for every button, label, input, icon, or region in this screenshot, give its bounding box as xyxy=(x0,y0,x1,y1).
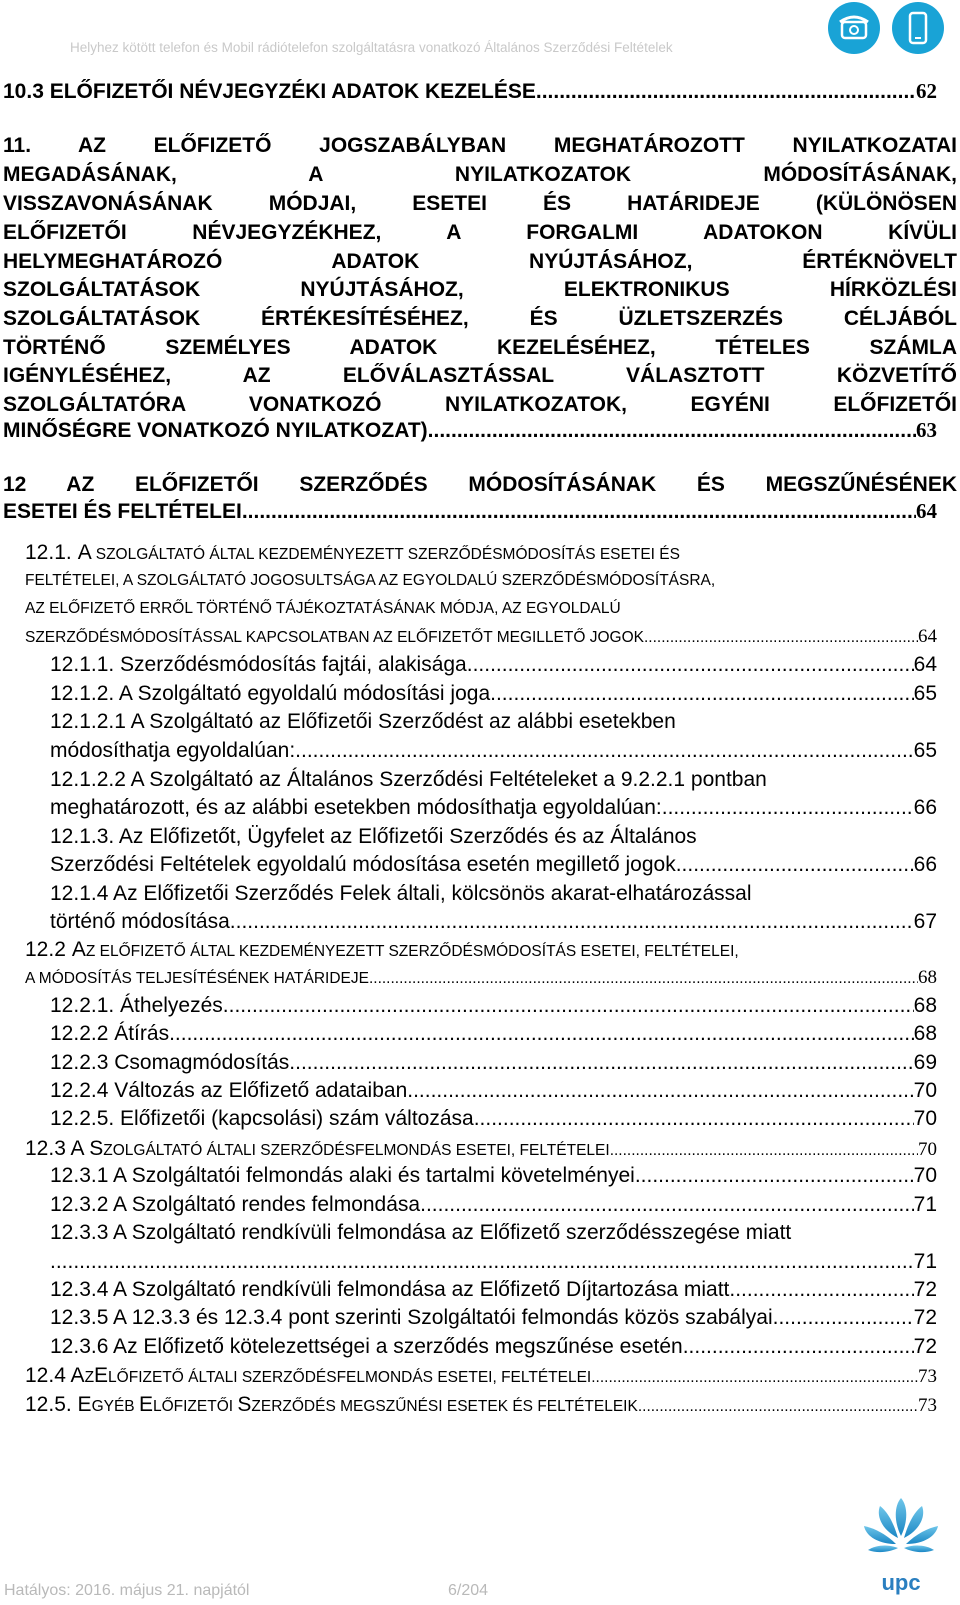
toc-entry-12-3-1[interactable] xyxy=(50,1164,937,1188)
toc-entry-line: 12 AZ ELŐFIZETŐI SZERZŐDÉS MÓDOSÍTÁSÁNAK ÉS MEGSZŰNÉSÉNEK xyxy=(3,473,957,496)
toc-entry-initial: A xyxy=(71,938,86,961)
toc-entry-12-4[interactable] xyxy=(25,1364,937,1388)
toc-entry-line: SZOLGÁLTATÁSOK NYÚJTÁSÁHOZ, ELEKTRONIKUS HÍRKÖZLÉSI xyxy=(3,278,957,301)
toc-page-number: 71 xyxy=(913,1250,937,1273)
toc-entry-line: MEGADÁSÁNAK, A NYILATKOZATOK MÓDOSÍTÁSÁNAK, xyxy=(3,163,957,186)
dot-leader xyxy=(662,796,914,820)
dot-leader xyxy=(467,653,914,677)
toc-entry-12-3[interactable] xyxy=(25,1137,937,1161)
toc-entry-line: 11. AZ ELŐFIZETŐ JOGSZABÁLYBAN MEGHATÁROZOTT NYILATKOZATAI xyxy=(3,134,957,157)
toc-entry-title: Szerződési Feltételek egyoldalú módosítása esetén megillető jogok xyxy=(50,853,676,876)
toc-entry-line: 12.1.2.1 A Szolgáltató az Előfizetői Szerződést az alábbi esetekben xyxy=(50,710,676,733)
dot-leader xyxy=(230,910,914,934)
dot-leader xyxy=(490,682,914,706)
toc-page-number: 73 xyxy=(918,1366,937,1387)
toc-page-number: 68 xyxy=(913,994,937,1017)
dot-leader xyxy=(536,80,916,104)
toc-page-number: 70 xyxy=(913,1164,937,1187)
toc-entry-line: VISSZAVONÁSÁNAK MÓDJAI, ESETEI ÉS HATÁRIDEJE (KÜLÖNÖSEN xyxy=(3,192,957,215)
toc-entry-initial: E xyxy=(77,1393,92,1416)
toc-entry-line: Z ELŐFIZETŐ ÁLTAL KEZDEMÉNYEZETT SZERZŐDÉSMÓDOSÍTÁS ESETEI, FELTÉTELEI, xyxy=(85,943,739,960)
upc-logo xyxy=(858,1492,944,1600)
dot-leader xyxy=(289,1051,913,1075)
toc-entry-number: 12.4 A xyxy=(25,1364,85,1387)
toc-page-number: 72 xyxy=(913,1278,937,1301)
toc-entry-12-2-1[interactable] xyxy=(50,994,937,1018)
toc-entry-12-1-1[interactable] xyxy=(50,653,937,677)
toc-entry-12-3-5[interactable] xyxy=(50,1306,937,1330)
toc-entry-line: IGÉNYLÉSÉHEZ, AZ ELŐVÁLASZTÁSSAL VÁLASZTOTT KÖZVETÍTŐ xyxy=(3,364,957,387)
toc-entry-title: 12.2.3 Csomagmódosítás xyxy=(50,1051,290,1074)
phone-icon xyxy=(828,2,880,54)
toc-entry-title-part: GYÉB xyxy=(91,1398,139,1415)
dot-leader xyxy=(729,1278,913,1302)
toc-entry-12-3-6[interactable] xyxy=(50,1335,937,1359)
dot-leader xyxy=(407,1079,913,1103)
toc-page-number: 70 xyxy=(913,1107,937,1130)
toc-page-number: 62 xyxy=(916,79,937,103)
toc-page-number: 70 xyxy=(913,1079,937,1102)
dot-leader xyxy=(223,994,914,1018)
toc-entry-number: 12.5. xyxy=(25,1393,78,1416)
toc-entry-line: FELTÉTELEI, A SZOLGÁLTATÓ JOGOSULTSÁGA AZ EGYOLDALÚ SZERZŐDÉSMÓDOSÍTÁSRA, xyxy=(25,572,716,589)
toc-entry-number: 12.1. xyxy=(25,541,72,564)
toc-entry-initial: S xyxy=(237,1393,252,1416)
toc-entry-12-1-2[interactable] xyxy=(50,682,937,706)
toc-entry-title: 12.2.1. Áthelyezés xyxy=(50,994,223,1017)
dot-leader xyxy=(428,419,916,443)
toc-page-number: 65 xyxy=(913,739,937,762)
toc-entry-title-part: LŐFIZETŐI xyxy=(152,1398,238,1415)
toc-page-number: 66 xyxy=(913,853,937,876)
toc-entry-number: 12.2 xyxy=(25,938,66,961)
toc-entry-title: 10.3 ELŐFIZETŐI NÉVJEGYZÉKI ADATOK KEZELÉSE xyxy=(3,80,536,103)
dot-leader xyxy=(638,1398,918,1416)
toc-page-number: 71 xyxy=(913,1193,937,1216)
toc-entry-title: LŐFIZETŐ ÁLTALI SZERZŐDÉSFELMONDÁS ESETEI, FELTÉTELEI xyxy=(108,1369,592,1386)
toc-page-number: 64 xyxy=(913,653,937,676)
toc-entry-number: 12.3 A S xyxy=(25,1137,104,1160)
toc-entry-initial: A xyxy=(77,541,92,564)
dot-leader xyxy=(683,1335,914,1359)
dot-leader xyxy=(591,1369,918,1387)
toc-entry-title: 12.2.5. Előfizetői (kapcsolási) szám változása xyxy=(50,1107,474,1130)
toc-entry-line: SZOLGÁLTATÁSOK ÉRTÉKESÍTÉSÉHEZ, ÉS ÜZLETSZERZÉS CÉLJÁBÓL xyxy=(3,307,957,330)
toc-entry-title: 12.3.4 A Szolgáltató rendkívüli felmondása az Előfizető Díjtartozása miatt xyxy=(50,1278,730,1301)
toc-page-number: 65 xyxy=(913,682,937,705)
toc-entry-title: 12.1.1. Szerződésmódosítás fajtái, alakisága xyxy=(50,653,467,676)
toc-entry-title: SZERZŐDÉSMÓDOSÍTÁSSAL KAPCSOLATBAN AZ ELŐFIZETŐT MEGILLETŐ JOGOK xyxy=(25,629,644,646)
toc-entry-title: történő módosítása xyxy=(50,910,230,933)
dot-leader xyxy=(474,1107,914,1131)
dot-leader xyxy=(644,629,918,647)
toc-entry-line: SZOLGÁLTATÓRA VONATKOZÓ NYILATKOZATOK, EGYÉNI ELŐFIZETŐI xyxy=(3,393,957,416)
toc-entry-12-2-2[interactable] xyxy=(50,1022,937,1046)
dot-leader xyxy=(635,1164,914,1188)
toc-entry-title: 12.3.5 A 12.3.3 és 12.3.4 pont szerinti Szolgáltatói felmondás közös szabályai xyxy=(50,1306,773,1329)
toc-page-number: 67 xyxy=(913,910,937,933)
toc-entry-12-3-4[interactable] xyxy=(50,1278,937,1302)
dot-leader xyxy=(676,853,914,877)
dot-leader xyxy=(610,1142,918,1160)
toc-entry-title: ZOLGÁLTATÓ ÁLTALI SZERZŐDÉSFELMONDÁS ESETEI, FELTÉTELEI xyxy=(103,1142,610,1159)
toc-entry-12-3-2[interactable] xyxy=(50,1193,937,1217)
toc-entry-title: módosíthatja egyoldalúan: xyxy=(50,739,296,762)
dot-leader xyxy=(169,1022,914,1046)
dot-leader xyxy=(773,1306,914,1330)
toc-entry-line: 12.1.4 Az Előfizetői Szerződés Felek általi, kölcsönös akarat-elhatározással xyxy=(50,882,752,905)
toc-entry-12-2-5[interactable] xyxy=(50,1107,937,1131)
effective-date: Hatályos: 2016. május 21. napjától xyxy=(4,1582,250,1599)
toc-page-number: 72 xyxy=(913,1335,937,1358)
toc-entry-line: 12.1.2.2 A Szolgáltató az Általános Szerződési Feltételeket a 9.2.2.1 pontban xyxy=(50,768,767,791)
toc-page-number: 63 xyxy=(916,418,937,442)
toc-entry-initial: E xyxy=(138,1393,153,1416)
mobile-icon xyxy=(892,2,944,54)
toc-entry-line: HELYMEGHATÁROZÓ ADATOK NYÚJTÁSÁHOZ, ÉRTÉKNÖVELT xyxy=(3,250,957,273)
toc-entry-line: AZ ELŐFIZETŐ ERRŐL TÖRTÉNŐ TÁJÉKOZTATÁSÁNAK MÓDJA, AZ EGYOLDALÚ xyxy=(25,600,621,617)
toc-entry-title: ESETEI ÉS FELTÉTELEI xyxy=(3,500,242,523)
toc-entry-line: 12.3.3 A Szolgáltató rendkívüli felmondása az Előfizető szerződésszegése miatt xyxy=(50,1221,792,1244)
toc-entry-line: SZOLGÁLTATÓ ÁLTAL KEZDEMÉNYEZETT SZERZŐDÉSMÓDOSÍTÁS ESETEI ÉS xyxy=(95,546,680,563)
toc-entry-12-2-4[interactable] xyxy=(50,1079,937,1103)
toc-entry-title: meghatározott, és az alábbi esetekben módosíthatja egyoldalúan: xyxy=(50,796,662,819)
toc-entry-title: 12.2.4 Változás az Előfizető adataiban xyxy=(50,1079,408,1102)
toc-page-number: 73 xyxy=(918,1395,937,1416)
toc-entry-12-5[interactable] xyxy=(25,1393,937,1417)
toc-page-number: 70 xyxy=(918,1139,937,1160)
dot-leader xyxy=(369,970,918,988)
toc-page-number: 68 xyxy=(913,1022,937,1045)
toc-page-number: 64 xyxy=(918,626,937,647)
toc-entry-title: 12.3.6 Az Előfizető kötelezettségei a szerződés megszűnése esetén xyxy=(50,1335,683,1358)
toc-page-number: 64 xyxy=(916,499,937,523)
dot-leader xyxy=(420,1193,914,1217)
toc-entry-initial: E xyxy=(94,1364,109,1387)
toc-page-number: 72 xyxy=(913,1306,937,1329)
toc-entry-title: ZERZŐDÉS MEGSZŰNÉSI ESETEK ÉS FELTÉTELEIK xyxy=(251,1398,638,1415)
toc-entry-12-2-3[interactable] xyxy=(50,1051,937,1075)
toc-entry-title: A MÓDOSÍTÁS TELJESÍTÉSÉNEK HATÁRIDEJE xyxy=(25,970,369,987)
toc-page-number: 68 xyxy=(918,967,937,988)
toc-entry-title: 12.2.2 Átírás xyxy=(50,1022,170,1045)
toc-entry-title: 12.1.2. A Szolgáltató egyoldalú módosítási joga xyxy=(50,682,491,705)
toc-entry-title: 12.3.2 A Szolgáltató rendes felmondása xyxy=(50,1193,421,1216)
dot-leader xyxy=(50,1250,914,1274)
dot-leader xyxy=(295,739,913,763)
dot-leader xyxy=(242,500,916,524)
toc-entry-10-3[interactable] xyxy=(3,79,937,104)
toc-entry-line: ELŐFIZETŐI NÉVJEGYZÉKHEZ, A FORGALMI ADATOKON KÍVÜLI xyxy=(3,221,957,244)
page-number: 6/204 xyxy=(448,1582,489,1599)
toc-entry-line: TÖRTÉNŐ SZEMÉLYES ADATOK KEZELÉSÉHEZ, TÉTELES SZÁMLA xyxy=(3,336,957,359)
toc-entry-line: 12.1.3. Az Előfizetőt, Ügyfelet az Előfizetői Szerződés és az Általános xyxy=(50,825,697,848)
toc-entry-title-part: Z xyxy=(84,1369,95,1386)
toc-page-number: 69 xyxy=(913,1051,937,1074)
header-title: Helyhez kötött telefon és Mobil rádiótelefon szolgáltatásra vonatkozó Általános Szerződési Feltételek xyxy=(70,40,673,55)
toc-entry-title: 12.3.1 A Szolgáltatói felmondás alaki és tartalmi követelményei xyxy=(50,1164,635,1187)
toc-entry-title: MINŐSÉGRE VONATKOZÓ NYILATKOZAT) xyxy=(3,419,428,442)
page-header xyxy=(0,0,960,60)
svg-text:upc: upc xyxy=(881,1570,921,1595)
toc-page-number: 66 xyxy=(913,796,937,819)
